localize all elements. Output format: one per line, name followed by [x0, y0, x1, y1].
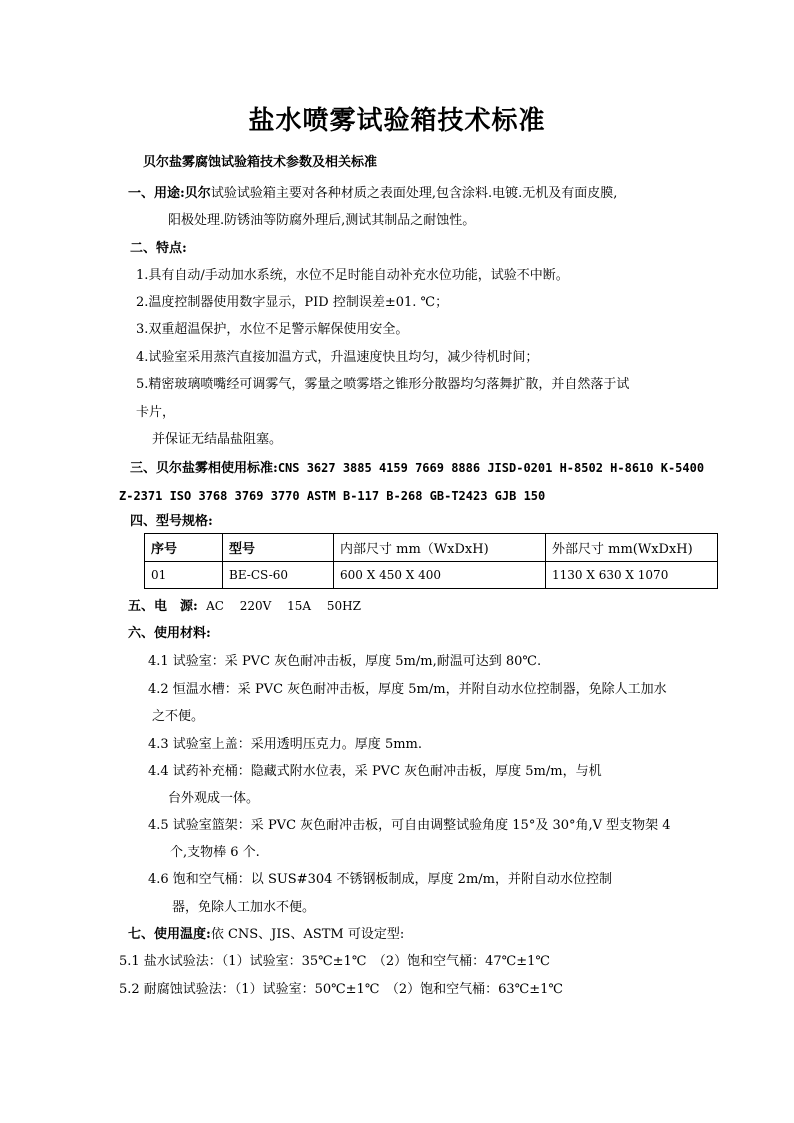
standards-line-1: CNS 3627 3885 4159 7669 8886 JISD-0201 H-8502 H-8610 K-5400: [277, 461, 705, 475]
material-item-3: 4.3 试验室上盖：采用透明压克力。厚度 5mm.: [148, 737, 422, 752]
section-power-label: 五、电 源:: [128, 599, 198, 614]
feature-item-5: 5.精密玻璃喷嘴经可调雾气，雾量之喷雾塔之锥形分散器均匀落舞扩散，并自然落于试: [136, 377, 630, 392]
section-models-label: 四、型号规格:: [130, 514, 213, 529]
feature-item-5-cont1: 卡片，: [136, 405, 176, 420]
subtitle: 贝尔盐雾腐蚀试验箱技术参数及相关标准: [143, 155, 378, 170]
material-item-4: 4.4 试药补充桶：隐藏式附水位表，采 PVC 灰色耐冲击板，厚度 5m/m，与机: [148, 764, 602, 779]
feature-item-4: 4.试验室采用蒸汽直接加温方式，升温速度快且均匀，减少待机时间；: [136, 350, 539, 365]
section-temperature-text: 依 CNS、JIS、ASTM 可设定型:: [210, 927, 405, 942]
material-item-4-cont: 台外观成一体。: [168, 791, 260, 806]
table-header-cell: 外部尺寸 mm(WxDxH): [546, 534, 718, 562]
material-item-5-cont: 个,支物棒 6 个.: [170, 845, 260, 860]
section-power: [128, 598, 361, 615]
section-temperature: [128, 927, 404, 943]
section-power-value: AC 220V 15A 50HZ: [206, 599, 361, 613]
section-features-label: 二、特点:: [130, 241, 187, 256]
material-item-5: 4.5 试验室篮架：采 PVC 灰色耐冲击板，可自由调整试验角度 15°及 30°角,V 型支物架 4: [148, 818, 671, 833]
standards-line-2: Z-2371 ISO 3768 3769 3770 ASTM B-117 B-268 GB-T2423 GJB 150: [119, 489, 546, 503]
spec-table: [144, 533, 718, 589]
table-cell: BE-CS-60: [223, 562, 334, 589]
section-usage-text: 试验试验箱主要对各种材质之表面处理,包含涂料.电镀.无机及有面皮膜,: [210, 186, 618, 201]
page-title: 盐水喷雾试验箱技术标准: [248, 106, 546, 136]
material-item-6: 4.6 饱和空气桶：以 SUS#304 不锈钢板制成，厚度 2m/m，并附自动水位控制: [148, 872, 612, 887]
feature-item-5-cont2: 并保证无结晶盐阻塞。: [152, 432, 283, 447]
material-item-1: 4.1 试验室：采 PVC 灰色耐冲击板，厚度 5m/m,耐温可达到 80℃.: [148, 654, 542, 669]
table-cell: 1130 X 630 X 1070: [546, 562, 718, 589]
feature-item-1: 1.具有自动/手动加水系统，水位不足时能自动补充水位功能，试验不中断。: [136, 268, 569, 283]
temperature-item-2: 5.2 耐腐蚀试验法：（1）试验室：50℃±1℃ （2）饱和空气桶：63℃±1℃: [119, 982, 563, 997]
section-materials-label: 六、使用材料:: [128, 626, 211, 641]
feature-item-3: 3.双重超温保护，水位不足警示解保使用安全。: [136, 322, 409, 337]
table-header-cell: 内部尺寸 mm（WxDxH): [334, 534, 546, 562]
table-header-row: [145, 534, 718, 562]
material-item-6-cont: 器，免除人工加水不便。: [172, 900, 316, 915]
material-item-2: 4.2 恒温水槽：采 PVC 灰色耐冲击板，厚度 5m/m，并附自动水位控制器，免除人工加水: [148, 682, 667, 697]
feature-item-2: 2.温度控制器使用数字显示，PID 控制误差±01. ℃；: [136, 295, 449, 310]
table-cell: 600 X 450 X 400: [334, 562, 546, 589]
section-standards: [130, 460, 704, 477]
table-row: [145, 562, 718, 589]
table-cell: 01: [145, 562, 223, 589]
section-usage-label: 一、用途:贝尔: [128, 186, 211, 201]
table-header-cell: 序号: [145, 534, 223, 562]
section-standards-label: 三、贝尔盐雾相使用标准:: [130, 461, 278, 476]
material-item-2-cont: 之不便。: [152, 709, 205, 724]
temperature-item-1: 5.1 盐水试验法：（1）试验室：35℃±1℃ （2）饱和空气桶：47℃±1℃: [119, 954, 550, 969]
section-usage-cont: 阳极处理.防锈油等防腐外理后,测试其制品之耐蚀性。: [168, 213, 476, 228]
section-temperature-label: 七、使用温度:: [128, 927, 211, 942]
section-usage: [128, 186, 617, 202]
table-header-cell: 型号: [223, 534, 334, 562]
